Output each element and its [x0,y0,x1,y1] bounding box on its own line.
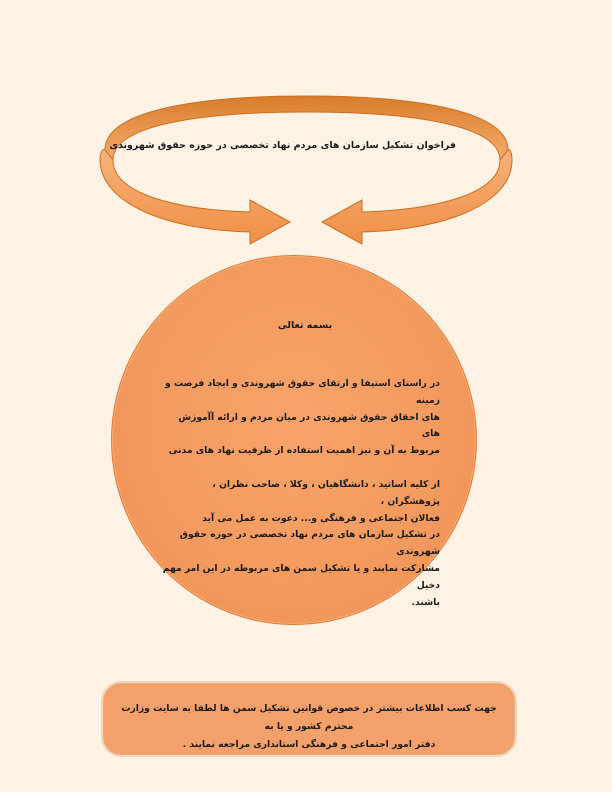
paragraph1-line: های احقاق حقوق شهروندی در میان مردم و ارائه آآموزش های [178,411,440,440]
circular-arrows-graphic [0,0,612,260]
paragraph2-line: باشند. [411,596,440,608]
paragraph2-line: در تشکیل سازمان های مردم نهاد تخصصی در حوزه حقوق شهروندی [179,529,440,558]
paragraph2-line: از کلیه اساتید ، دانشگاهیان ، وکلا ، صاحب نظران ، پژوهشگران ، [212,478,440,507]
footer-text [112,700,506,754]
paragraph2-line: مشارکت نمایند و یا تشکیل سمن های مربوطه در این امر مهم دخیل [162,562,440,591]
paragraph2-line: فعالان اجتماعی و فرهنگی و... دعوت به عمل می آید [202,512,440,524]
circle-body [160,376,440,611]
paragraph1-line: مربوط به آن و نیز اهمیت استفاده از ظرفیت نهاد های مدنی [168,445,440,457]
footer-line-2: دفتر امور اجتماعی و فرهنگی استانداری مراجعه نمایند . [182,739,436,750]
right-arrow [322,149,512,244]
paragraph1-line: در راستای استیفا و ارتقای حقوق شهروندی و ایجاد فرصت و زمینه [165,378,440,406]
left-arrow [100,149,290,244]
footer-line-1: جهت کسب اطلاعات بیشتر در خصوص قوانین تشکیل سمن ها لطفا به سایت وزارت محترم کشور و یا به [121,703,497,732]
circle-heading: بسمه تعالی [277,320,333,331]
banner-title: فراخوان تشکیل سازمان های مردم نهاد تخصصی در حوزه حقوق شهروندی [109,140,456,151]
